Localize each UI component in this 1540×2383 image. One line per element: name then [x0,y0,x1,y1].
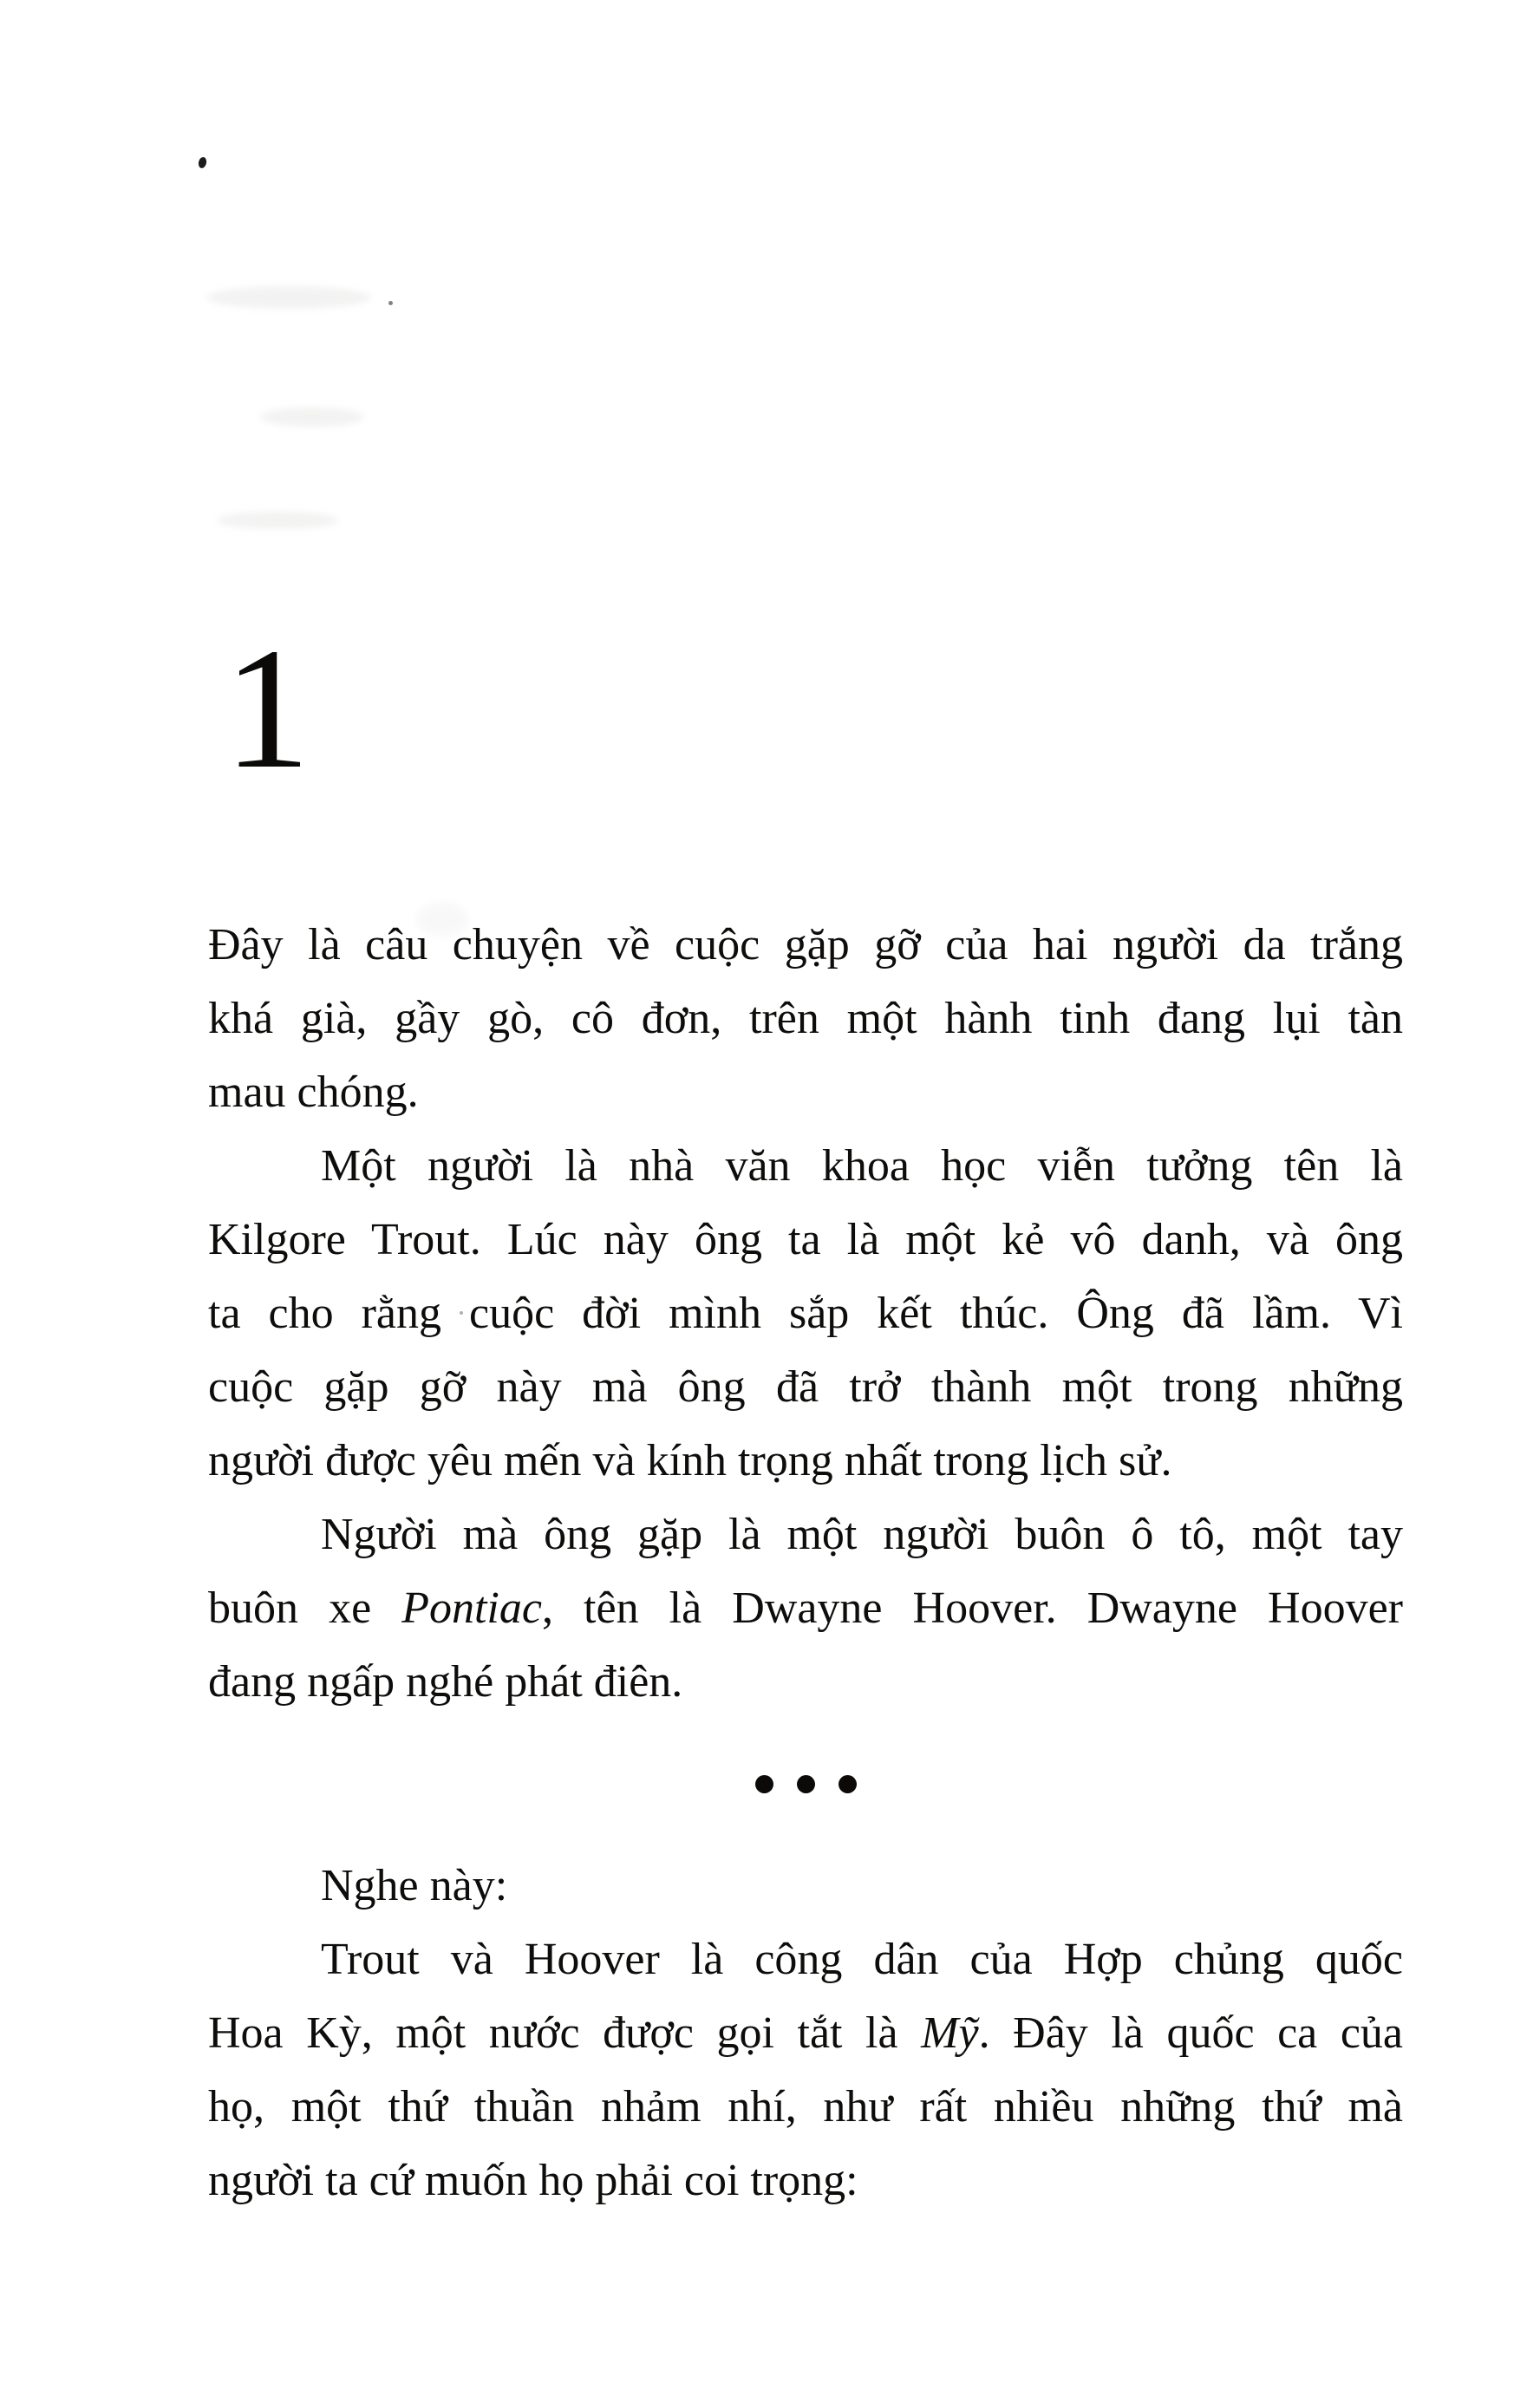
text-line: Trout và Hoover là công dân của Hợp chủng quốc [321,1935,1403,1984]
separator-dot [839,1775,857,1793]
body-text [208,908,1403,2217]
text-line: đang ngấp nghé phát điên. [208,1657,683,1707]
text-line: buôn xe Pontiac, tên là Dwayne Hoover. Dwayne Hoover [208,1583,1403,1633]
separator-dot [755,1775,773,1793]
section-separator [208,1719,1403,1849]
text-line: ta cho rằng cuộc đời mình sắp kết thúc. Ông đã lầm. Vì [208,1289,1403,1338]
scan-smudge [217,512,338,529]
scan-smudge [206,286,371,309]
text-line: người được yêu mến và kính trọng nhất trong lịch sử. [208,1436,1172,1485]
chapter-number: 1 [224,613,310,805]
text-line: Nghe này: [321,1861,508,1910]
paragraph [208,1129,1403,1498]
text-line: Đây là câu chuyện về cuộc gặp gỡ của hai người da trắng [208,920,1403,970]
paragraph [208,1498,1403,1719]
text-line: họ, một thứ thuần nhảm nhí, như rất nhiều những thứ mà [208,2082,1403,2132]
text-line: Kilgore Trout. Lúc này ông ta là một kẻ vô danh, và ông [208,1215,1403,1264]
scan-smudge [260,408,364,427]
paragraph [208,1923,1403,2217]
separator-dot [797,1775,815,1793]
text-line: cuộc gặp gỡ này mà ông đã trở thành một trong những [208,1362,1403,1412]
scan-speck [198,156,208,169]
scan-speck [388,301,393,305]
text-line: người ta cứ muốn họ phải coi trọng: [208,2156,858,2205]
text-line: mau chóng. [208,1067,419,1117]
text-line: Hoa Kỳ, một nước được gọi tắt là Mỹ. Đây là quốc ca của [208,2008,1403,2058]
text-line: Một người là nhà văn khoa học viễn tưởng tên là [321,1141,1403,1191]
paragraph [208,1849,1403,1923]
text-line: Người mà ông gặp là một người buôn ô tô, một tay [321,1510,1403,1559]
paragraph [208,908,1403,1129]
text-line: khá già, gầy gò, cô đơn, trên một hành tinh đang lụi tàn [208,994,1403,1043]
